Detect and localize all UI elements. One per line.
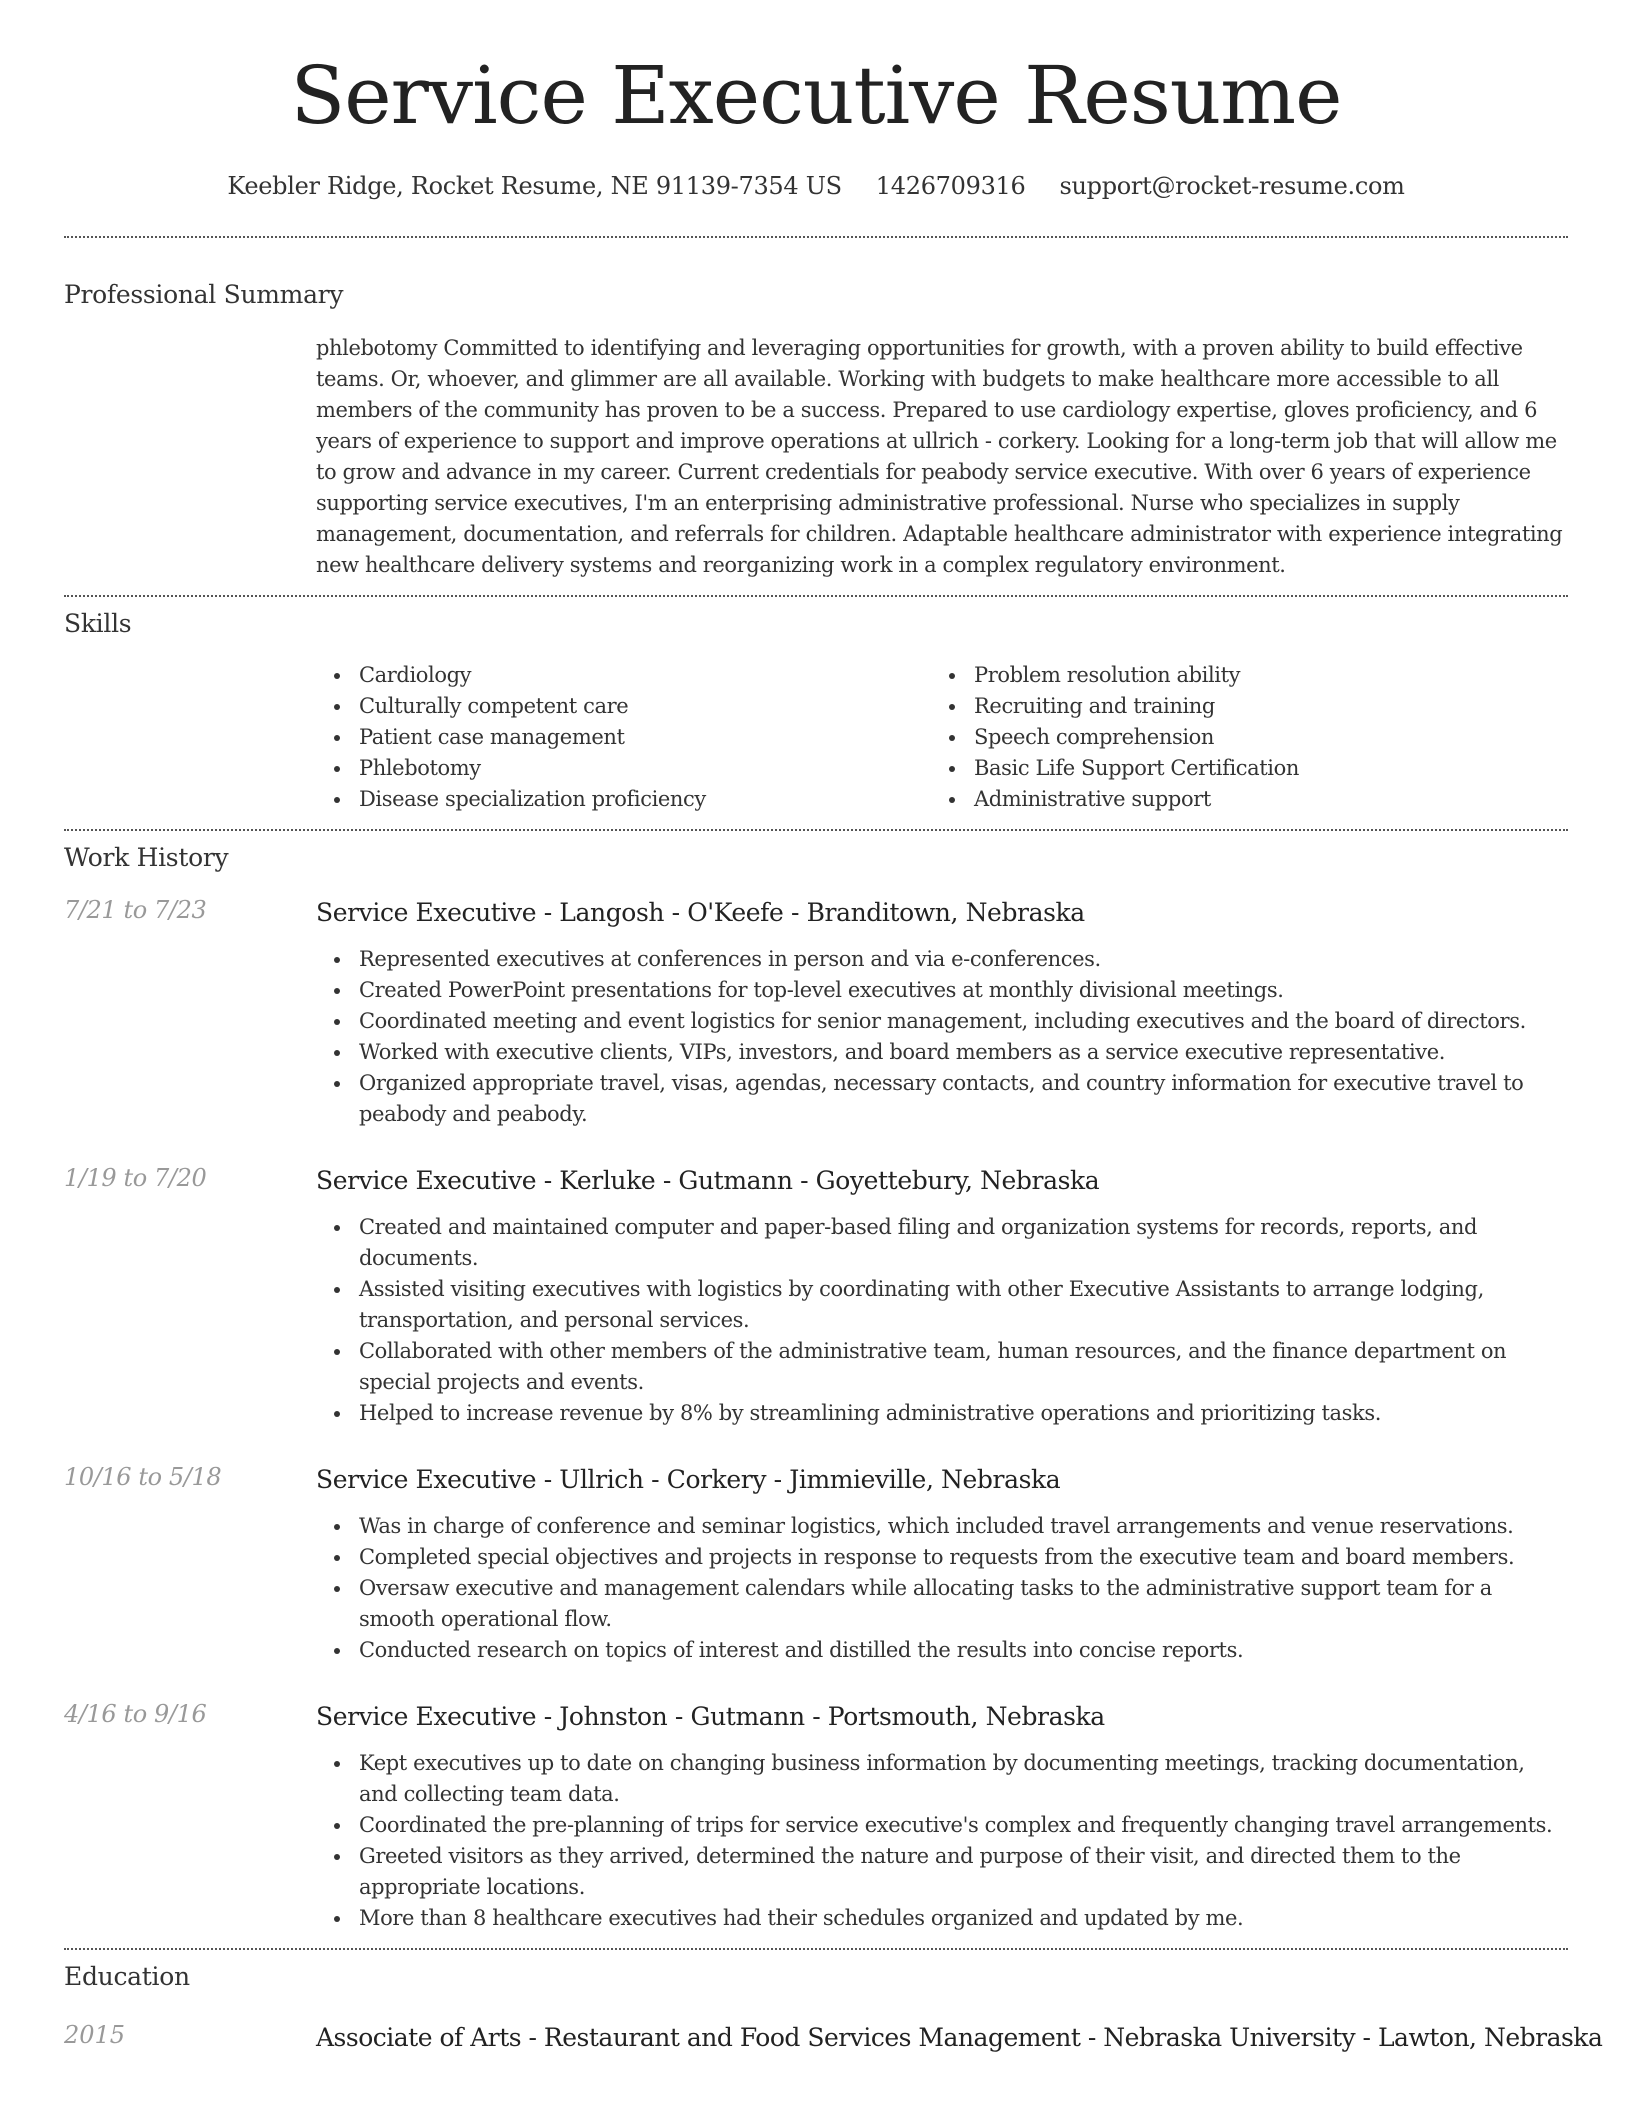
job-bullet: Conducted research on topics of interest and distilled the results into concise reports. <box>316 1635 1568 1666</box>
skill-item: Phlebotomy <box>316 753 931 784</box>
job-bullet: Worked with executive clients, VIPs, investors, and board members as a service executive representative. <box>316 1037 1568 1068</box>
job-bullet: Created and maintained computer and paper-based filing and organization systems for records, reports, and documents. <box>316 1212 1568 1274</box>
education-entry <box>64 2021 1603 2055</box>
job-bullet: Coordinated meeting and event logistics for senior management, including executives and the board of directors. <box>316 1006 1568 1037</box>
skill-item: Cardiology <box>316 660 931 691</box>
summary-text: phlebotomy Committed to identifying and leveraging opportunities for growth, with a proven ability to build effective teams. Or, whoever, and glimmer are all available. Working with budgets to make healthcare more accessible to all members of the community has proven to be a success. Prepared to use cardiology expertise, gloves proficiency, and 6 years of experience to support and improve operations at ullrich - corkery. Looking for a long-term job that will allow me to grow and advance in my career. Current credentials for peabody service executive. With over 6 years of experience supporting service executives, I'm an enterprising administrative professional. Nurse who specializes in supply management, documentation, and referrals for children. Adaptable healthcare administrator with experience integrating new healthcare delivery systems and reorganizing work in a complex regulatory environment. <box>316 336 1563 577</box>
skill-item: Patient case management <box>316 722 931 753</box>
skill-item: Speech comprehension <box>931 722 1546 753</box>
skills-column-right <box>931 660 1546 815</box>
job-bullet: Oversaw executive and management calendars while allocating tasks to the administrative support team for a smooth operational flow. <box>316 1573 1568 1635</box>
contact-info <box>64 172 1568 200</box>
job-bullet: Collaborated with other members of the administrative team, human resources, and the finance department on special projects and events. <box>316 1336 1568 1398</box>
job-title: Service Executive - Langosh - O'Keefe - Branditown, Nebraska <box>316 898 1085 927</box>
job-bullets <box>316 1212 1568 1429</box>
section-heading: Education <box>64 1962 190 1991</box>
skills-section <box>64 609 1568 815</box>
resume-title: Service Executive Resume <box>290 49 1342 142</box>
work-history-section <box>64 843 1568 1934</box>
job-date: 1/19 to 7/20 <box>64 1164 207 1192</box>
job-bullet: Represented executives at conferences in person and via e-conferences. <box>316 944 1568 975</box>
skill-item: Problem resolution ability <box>931 660 1546 691</box>
contact-address: Keebler Ridge, Rocket Resume, NE 91139-7354 US <box>227 172 842 200</box>
job-entry <box>64 1700 1568 1934</box>
skill-item: Administrative support <box>931 784 1546 815</box>
job-bullets <box>316 1748 1568 1934</box>
contact-phone: 1426709316 <box>875 172 1026 200</box>
resume-header <box>64 0 1568 200</box>
job-entry <box>64 1463 1568 1666</box>
job-title: Service Executive - Ullrich - Corkery - Jimmieville, Nebraska <box>316 1465 1061 1494</box>
job-bullet: Created PowerPoint presentations for top-level executives at monthly divisional meetings. <box>316 975 1568 1006</box>
section-heading: Skills <box>64 609 132 638</box>
job-bullet: Was in charge of conference and seminar logistics, which included travel arrangements and venue reservations. <box>316 1511 1568 1542</box>
divider <box>64 829 1568 831</box>
job-bullet: Helped to increase revenue by 8% by streamlining administrative operations and prioritizing tasks. <box>316 1398 1568 1429</box>
job-bullets <box>316 944 1568 1130</box>
job-entry <box>64 896 1568 1130</box>
job-bullet: Organized appropriate travel, visas, agendas, necessary contacts, and country information for executive travel to peabody and peabody. <box>316 1068 1568 1130</box>
job-entry <box>64 1164 1568 1429</box>
divider <box>64 236 1568 238</box>
job-bullets <box>316 1511 1568 1666</box>
job-bullet: Kept executives up to date on changing business information by documenting meetings, tracking documentation, and collecting team data. <box>316 1748 1568 1810</box>
job-bullet: More than 8 healthcare executives had their schedules organized and updated by me. <box>316 1903 1568 1934</box>
skills-column-left <box>316 660 931 815</box>
job-bullet: Assisted visiting executives with logistics by coordinating with other Executive Assistants to arrange lodging, transportation, and personal services. <box>316 1274 1568 1336</box>
job-bullet: Completed special objectives and projects in response to requests from the executive team and board members. <box>316 1542 1568 1573</box>
skill-item: Basic Life Support Certification <box>931 753 1546 784</box>
contact-email: support@rocket-resume.com <box>1059 172 1405 200</box>
section-heading: Professional Summary <box>64 280 344 309</box>
divider <box>64 1948 1568 1950</box>
education-section <box>64 1962 1603 2055</box>
job-bullet: Greeted visitors as they arrived, determined the nature and purpose of their visit, and directed them to the appropriate locations. <box>316 1841 1568 1903</box>
section-heading: Work History <box>64 843 229 872</box>
education-title: Associate of Arts - Restaurant and Food Services Management - Nebraska University - Lawton, Nebraska <box>316 2023 1603 2052</box>
job-bullet: Coordinated the pre-planning of trips for service executive's complex and frequently changing travel arrangements. <box>316 1810 1568 1841</box>
job-date: 4/16 to 9/16 <box>64 1700 207 1728</box>
divider <box>64 595 1568 597</box>
job-title: Service Executive - Kerluke - Gutmann - Goyettebury, Nebraska <box>316 1166 1100 1195</box>
professional-summary-section <box>64 280 1568 581</box>
education-date: 2015 <box>64 2021 126 2049</box>
skill-item: Culturally competent care <box>316 691 931 722</box>
job-date: 7/21 to 7/23 <box>64 896 207 924</box>
skills-list <box>316 660 1568 815</box>
skill-item: Recruiting and training <box>931 691 1546 722</box>
skill-item: Disease specialization proficiency <box>316 784 931 815</box>
job-title: Service Executive - Johnston - Gutmann - Portsmouth, Nebraska <box>316 1702 1105 1731</box>
job-date: 10/16 to 5/18 <box>64 1463 222 1491</box>
